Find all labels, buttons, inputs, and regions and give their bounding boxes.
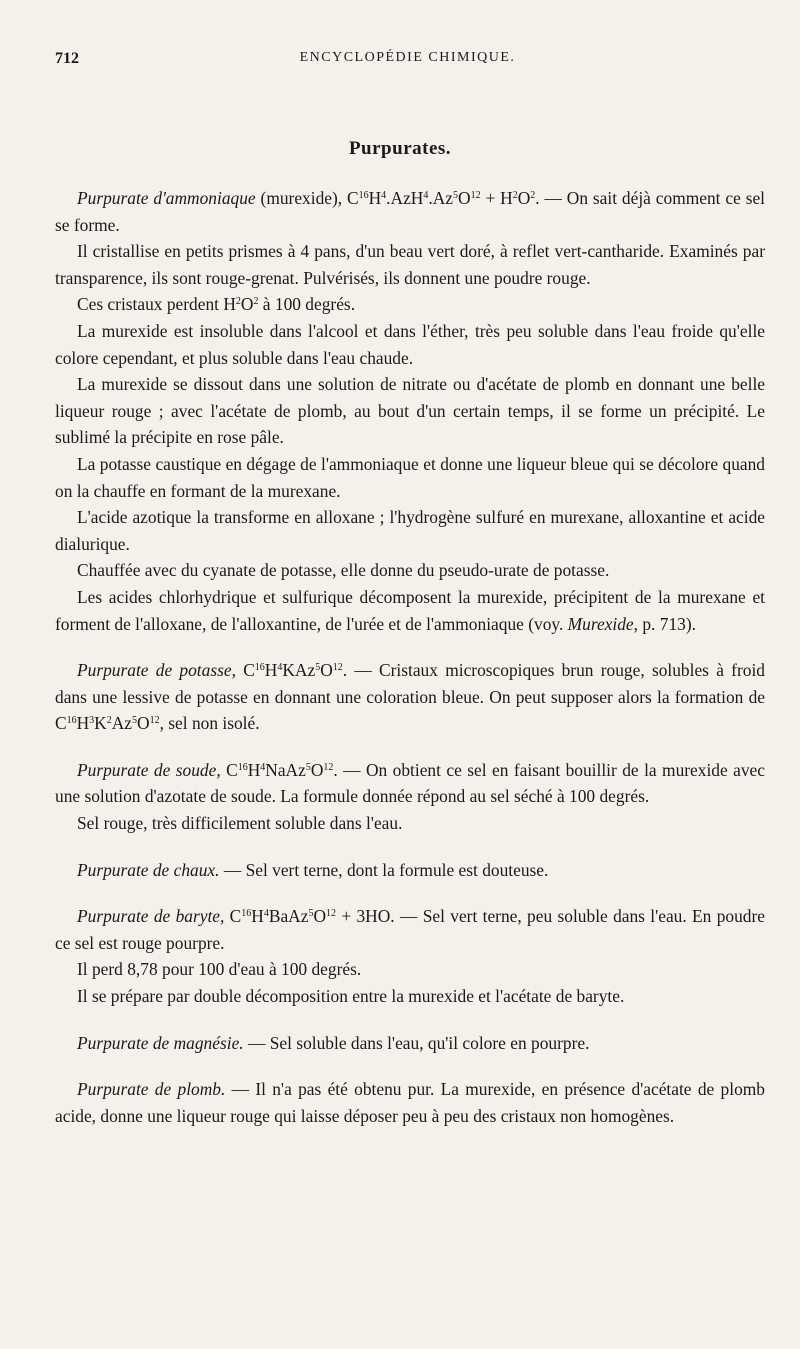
text-run: . — On obtient ce sel en faisant bouillir de la murexide avec une solution d'azotate de soude. La formule donnée répond au sel séché à 100 degrés. — [55, 759, 765, 807]
text-run: Chauffée avec du cyanate de potasse, elle donne du pseudo-urate de potasse. — [77, 560, 610, 581]
formula-superscript: 16 — [237, 761, 248, 773]
paragraph — [55, 1030, 765, 1057]
text-run: , sel non isolé. — [159, 713, 260, 734]
formula-superscript: 12 — [332, 662, 343, 674]
italic-term: Purpurate de baryte, — [77, 906, 225, 927]
text-run: (murexide), C — [255, 188, 359, 208]
paragraph — [55, 451, 765, 504]
text-run: Les acides chlorhydrique et sulfurique décomposent la murexide, précipitent de la murexane et forment de l'alloxane, de l'alloxantine, de l'urée et de l'ammoniaque (voy. — [55, 586, 765, 634]
text-run: . — On sait déjà comment ce sel se forme. — [55, 188, 766, 235]
text-run: , p. 713). — [633, 613, 696, 634]
text-run: Sel rouge, très difficilement soluble dans l'eau. — [77, 813, 403, 834]
paragraph — [55, 1076, 765, 1129]
text-run: H — [251, 906, 264, 927]
formula-superscript: 16 — [66, 715, 77, 727]
italic-term: Purpurate de soude, — [77, 759, 221, 780]
text-run: NaAz — [265, 759, 306, 780]
formula-superscript: 4 — [277, 662, 283, 674]
text-run: BaAz — [268, 906, 309, 927]
text-run: Il cristallise en petits prismes à 4 pans, d'un beau vert doré, à reflet vert-cantharide. Examinés par transparence, ils sont rouge-grenat. Pulvérisés, ils donnent une poudre rouge. — [55, 241, 765, 288]
text-run: .AzH — [386, 188, 424, 208]
text-run: Ces cristaux perdent H — [77, 294, 236, 315]
paragraph — [55, 504, 765, 557]
text-run: O — [240, 294, 254, 315]
formula-superscript: 4 — [381, 190, 387, 201]
paragraph — [55, 557, 765, 584]
text-run: + H — [480, 188, 513, 208]
text-run: — Il n'a pas été obtenu pur. La murexide, en présence d'acétate de plomb acide, donne une liqueur rouge qui laisse déposer peu à peu des cristaux non homogènes. — [55, 1079, 765, 1126]
text-run: H — [264, 660, 278, 681]
formula-superscript: 5 — [453, 190, 458, 201]
formula-superscript: 2 — [512, 190, 518, 201]
paragraph — [55, 903, 765, 956]
text-run: O — [320, 660, 333, 681]
text-run: C — [224, 906, 242, 927]
page-number: 712 — [55, 50, 79, 67]
italic-term: Purpurate de plomb. — [77, 1079, 226, 1100]
text-run: à 100 degrés. — [258, 294, 356, 315]
paragraph — [55, 371, 765, 451]
text-run: C — [235, 660, 255, 681]
italic-term: Purpurate d'ammoniaque — [77, 188, 256, 208]
formula-superscript: 16 — [358, 190, 369, 201]
paragraph — [55, 291, 765, 318]
page-header — [55, 50, 760, 72]
text-run: O — [137, 713, 150, 734]
formula-superscript: 12 — [323, 761, 334, 773]
paragraph — [55, 810, 765, 837]
text-run: — Sel soluble dans l'eau, qu'il colore en pourpre. — [243, 1032, 590, 1053]
text-run: Il perd 8,78 pour 100 d'eau à 100 degrés. — [77, 959, 362, 980]
section-heading: Purpurates. — [348, 138, 452, 159]
running-title: ENCYCLOPÉDIE CHIMIQUE. — [299, 50, 516, 65]
italic-term: Purpurate de chaux. — [77, 859, 220, 880]
text-run: C — [220, 759, 238, 780]
formula-superscript: 2 — [235, 296, 241, 308]
text-run: H — [368, 188, 382, 208]
formula-superscript: 2 — [253, 296, 259, 308]
formula-superscript: 5 — [305, 761, 311, 773]
formula-superscript: 4 — [263, 908, 269, 920]
paragraph — [55, 185, 765, 238]
formula-superscript: 12 — [149, 715, 160, 727]
text-run: Az — [111, 713, 133, 734]
paragraph — [55, 657, 765, 737]
formula-superscript: 4 — [423, 190, 429, 201]
paragraph — [55, 318, 765, 371]
formula-superscript: 2 — [106, 715, 112, 727]
formula-superscript: 3 — [89, 715, 95, 727]
text-run: + 3HO. — Sel vert terne, peu soluble dans l'eau. En poudre ce sel est rouge pourpre. — [55, 906, 765, 953]
paragraph — [55, 956, 765, 983]
text-run: O — [310, 759, 324, 780]
paragraph — [55, 238, 765, 291]
text-run: KAz — [282, 660, 316, 681]
paragraph — [55, 983, 765, 1010]
formula-superscript: 5 — [132, 715, 138, 727]
text-run: H — [76, 713, 90, 734]
text-run: O — [313, 906, 327, 927]
text-run: Il se prépare par double décomposition entre la murexide et l'acétate de baryte. — [77, 986, 625, 1007]
formula-superscript: 16 — [254, 662, 265, 674]
formula-superscript: 4 — [260, 761, 266, 773]
formula-superscript: 12 — [470, 190, 481, 201]
paragraph — [55, 584, 765, 637]
formula-superscript: 16 — [241, 908, 252, 920]
text-run: H — [247, 759, 261, 780]
italic-term: Purpurate de magnésie. — [77, 1032, 244, 1053]
paragraph — [55, 757, 765, 810]
text-run: L'acide azotique la transforme en alloxane ; l'hydrogène sulfuré en murexane, alloxantine et acide dialurique. — [55, 507, 765, 554]
body-text — [55, 185, 765, 1129]
italic-term: Purpurate de potasse, — [77, 660, 236, 681]
formula-superscript: 2 — [530, 190, 536, 201]
text-run: — Sel vert terne, dont la formule est douteuse. — [219, 859, 549, 880]
text-run: . — Cristaux microscopiques brun rouge, solubles à froid dans une lessive de potasse en donnant une coloration bleue. On peut supposer alors la formation de C — [55, 660, 765, 734]
text-run: K — [94, 713, 107, 734]
text-run: La murexide est insoluble dans l'alcool et dans l'éther, très peu soluble dans l'eau froide qu'elle colore cependant, et plus soluble dans l'eau chaude. — [55, 320, 765, 368]
text-run: O — [458, 188, 471, 208]
formula-superscript: 5 — [308, 908, 314, 920]
text-run: La murexide se dissout dans une solution de nitrate ou d'acétate de plomb en donnant une belle liqueur rouge ; avec l'acétate de plomb, au bout d'un certain temps, il se forme un précipité. Le sublimé la précipite en rose pâle. — [55, 374, 765, 448]
text-run: .Az — [428, 188, 453, 208]
paragraph — [55, 857, 765, 884]
formula-superscript: 12 — [326, 908, 337, 920]
formula-superscript: 5 — [315, 662, 321, 674]
text-run: O — [517, 188, 531, 208]
italic-term: Murexide — [567, 613, 634, 634]
text-run: La potasse caustique en dégage de l'ammoniaque et donne une liqueur bleue qui se décolore quand on la chauffe en formant de la murexane. — [55, 453, 765, 501]
